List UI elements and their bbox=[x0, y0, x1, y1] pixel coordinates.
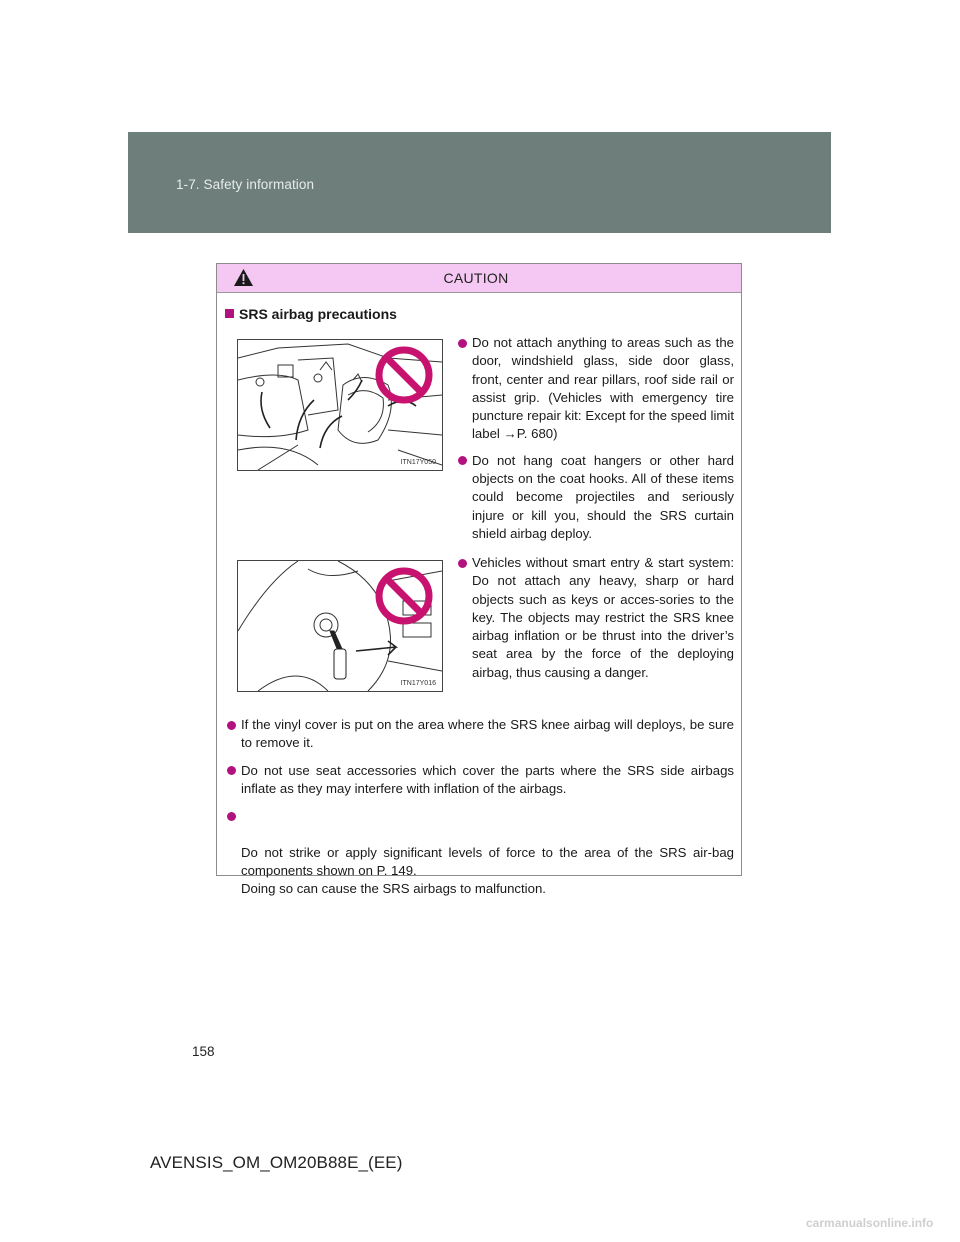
bullet-text: Vehicles without smart entry & start system: Do not attach any heavy, sharp or hard objects such as keys or acces-sories to the key. The objects may restrict the SRS knee airbag inflation or be thrust into the driver’s seat area by the force of the deploying airbag, thus causing a danger. bbox=[472, 555, 734, 680]
caution-box bbox=[216, 263, 742, 897]
caution-header bbox=[217, 264, 741, 293]
illustration-key bbox=[237, 560, 443, 692]
bullet-text: Do not attach anything to areas such as the door, windshield glass, side door glass, front, center and rear pillars, roof side rail or assist grip. (Vehicles with emergency tire puncture repair kit: Except for the speed limit label →P. 680) bbox=[472, 335, 734, 442]
bullet-text: If the vinyl cover is put on the area where the SRS knee airbag will deploys, be sure to remove it. bbox=[241, 717, 734, 751]
bullet-dot-icon bbox=[458, 559, 467, 568]
illustration-code: ITN17Y016 bbox=[400, 680, 436, 687]
caution-title: CAUTION bbox=[443, 270, 509, 286]
side-bullet-list bbox=[457, 554, 734, 682]
bullet-text: Do not hang coat hangers or other hard objects on the coat hooks. All of these items could become projectiles and seriously injure or kill you, should the SRS curtain shield airbag deploy. bbox=[472, 452, 734, 541]
bullet-dot-icon bbox=[227, 766, 236, 775]
document-code: AVENSIS_OM_OM20B88E_(EE) bbox=[150, 1153, 403, 1172]
bullet-dot-icon bbox=[227, 812, 236, 821]
list-item bbox=[226, 716, 734, 753]
full-bullet-list bbox=[226, 716, 734, 908]
warning-triangle-icon bbox=[233, 268, 254, 287]
section-header-band bbox=[128, 132, 831, 233]
bullet-dot-icon bbox=[227, 721, 236, 730]
illustration-code: ITN17Y050 bbox=[400, 459, 436, 466]
list-item bbox=[457, 334, 734, 444]
bullet-text: Do not use seat accessories which cover the parts where the SRS side airbags inflate as they may interfere with inflation of the airbags. bbox=[241, 762, 734, 796]
list-item bbox=[226, 762, 734, 799]
subhead bbox=[225, 306, 397, 322]
square-bullet-icon bbox=[225, 309, 234, 318]
list-item bbox=[457, 452, 734, 543]
section-title: 1-7. Safety information bbox=[176, 177, 315, 192]
list-item bbox=[226, 807, 734, 898]
list-item bbox=[457, 554, 734, 682]
prohibited-icon bbox=[374, 345, 434, 405]
bullet-dot-icon bbox=[458, 339, 467, 348]
prohibited-icon bbox=[374, 566, 434, 626]
bullet-dot-icon bbox=[458, 456, 467, 465]
side-bullet-list bbox=[457, 334, 734, 543]
subhead-text: SRS airbag precautions bbox=[239, 306, 397, 322]
illustration-pillars bbox=[237, 339, 443, 471]
bullet-text: Do not strike or apply significant levels of force to the area of the SRS air-bag components shown on P. 149. Doing so can cause the SRS airbags to malfunction. bbox=[241, 844, 734, 897]
page-number: 158 bbox=[192, 1044, 215, 1059]
watermark: carmanualsonline.info bbox=[806, 1216, 934, 1230]
